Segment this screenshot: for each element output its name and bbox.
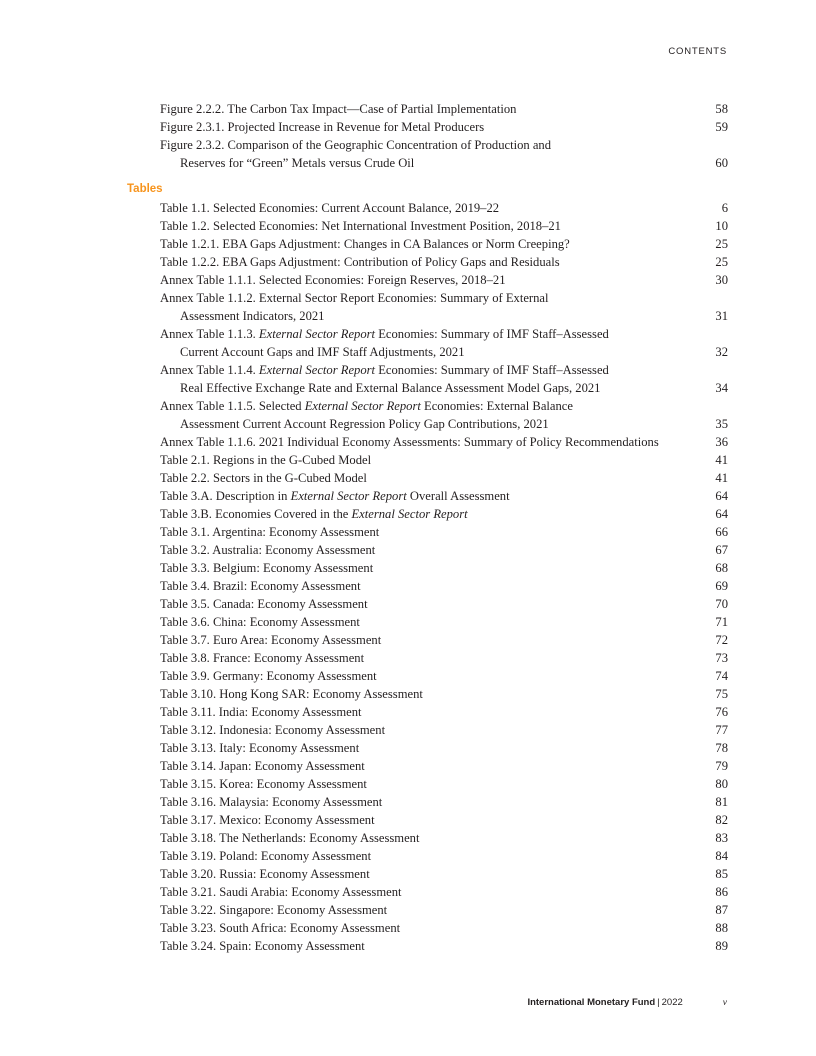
toc-entry[interactable] [160,829,728,847]
toc-entry-page-number: 36 [715,435,728,449]
toc-entry-page-number: 69 [715,579,728,593]
toc-entry-title-continuation: Assessment Current Account Regression Policy Gap Contributions, 2021 [180,417,549,431]
toc-entry-title: Table 3.12. Indonesia: Economy Assessment [160,723,386,737]
footer-year: 2022 [661,997,683,1008]
toc-entry-title: Table 3.20. Russia: Economy Assessment [160,867,370,881]
toc-entry-page-number: 30 [715,273,728,287]
toc-entry-page-number: 87 [715,903,728,917]
toc-entry[interactable] [160,289,728,325]
toc-entry[interactable] [160,118,728,136]
toc-entry[interactable] [160,559,728,577]
toc-entry-page-number: 76 [715,705,728,719]
toc-entry-title-continuation: Current Account Gaps and IMF Staff Adjustments, 2021 [180,345,465,359]
toc-entry[interactable] [160,937,728,955]
toc-entry-title: Table 1.2. Selected Economies: Net International Investment Position, 2018–21 [160,219,561,233]
toc-entry[interactable] [160,541,728,559]
toc-entry-title: Figure 2.2.2. The Carbon Tax Impact—Case of Partial Implementation [160,102,517,116]
toc-entry-page-number: 41 [715,471,728,485]
toc-entry[interactable] [160,919,728,937]
toc-entry-title: Annex Table 1.1.4. External Sector Report Economies: Summary of IMF Staff–Assessed [160,363,609,377]
toc-entry-title: Table 3.3. Belgium: Economy Assessment [160,561,374,575]
toc-entry-title: Table 3.A. Description in External Sector Report Overall Assessment [160,489,510,503]
toc-entry-page-number: 86 [715,885,728,899]
toc-entry[interactable] [160,847,728,865]
tables-list [160,199,728,955]
toc-entry-page-number: 58 [715,102,728,116]
toc-entry-page-number: 88 [715,921,728,935]
toc-entry[interactable] [160,739,728,757]
footer-separator: | [657,997,660,1008]
toc-entry[interactable] [160,217,728,235]
toc-entry-title: Table 3.21. Saudi Arabia: Economy Assessment [160,885,402,899]
toc-entry[interactable] [160,865,728,883]
toc-entry[interactable] [160,793,728,811]
toc-entry-title: Table 2.2. Sectors in the G-Cubed Model [160,471,367,485]
toc-entry-title: Table 3.16. Malaysia: Economy Assessment [160,795,383,809]
toc-entry-title: Table 3.23. South Africa: Economy Assessment [160,921,401,935]
toc-entry[interactable] [160,235,728,253]
toc-entry-page-number: 31 [715,309,728,323]
toc-entry-title: Table 3.B. Economies Covered in the External Sector Report [160,507,468,521]
toc-entry[interactable] [160,901,728,919]
toc-entry-page-number: 70 [715,597,728,611]
toc-entry[interactable] [160,523,728,541]
page-footer [527,997,727,1008]
toc-entry-title: Table 3.6. China: Economy Assessment [160,615,360,629]
toc-entry[interactable] [160,577,728,595]
toc-entry-title: Table 1.2.2. EBA Gaps Adjustment: Contribution of Policy Gaps and Residuals [160,255,560,269]
toc-entry[interactable] [160,775,728,793]
toc-entry-page-number: 83 [715,831,728,845]
toc-entry[interactable] [160,451,728,469]
toc-entry[interactable] [160,271,728,289]
toc-entry-page-number: 66 [715,525,728,539]
toc-entry-title: Table 3.14. Japan: Economy Assessment [160,759,365,773]
toc-entry-page-number: 75 [715,687,728,701]
toc-entry-page-number: 35 [715,417,728,431]
toc-entry-title: Annex Table 1.1.1. Selected Economies: Foreign Reserves, 2018–21 [160,273,506,287]
toc-entry-page-number: 77 [715,723,728,737]
toc-entry-title: Table 3.17. Mexico: Economy Assessment [160,813,375,827]
toc-entry-page-number: 78 [715,741,728,755]
toc-entry-title: Table 3.19. Poland: Economy Assessment [160,849,372,863]
toc-entry-title: Table 3.22. Singapore: Economy Assessment [160,903,388,917]
toc-entry-title: Table 3.9. Germany: Economy Assessment [160,669,377,683]
toc-entry-page-number: 81 [715,795,728,809]
toc-entry-page-number: 59 [715,120,728,134]
toc-entry-title: Table 1.2.1. EBA Gaps Adjustment: Changes in CA Balances or Norm Creeping? [160,237,570,251]
toc-entry-page-number: 89 [715,939,728,953]
toc-entry-page-number: 85 [715,867,728,881]
toc-entry-title: Table 3.7. Euro Area: Economy Assessment [160,633,382,647]
footer-organization: International Monetary Fund [527,997,656,1008]
footer-page-number: v [722,998,727,1008]
toc-entry-page-number: 67 [715,543,728,557]
toc-entry-title: Annex Table 1.1.3. External Sector Report Economies: Summary of IMF Staff–Assessed [160,327,609,341]
toc-entry-page-number: 6 [721,201,728,215]
toc-entry-page-number: 34 [715,381,728,395]
figures-list [160,100,728,172]
toc-entry-title: Table 3.13. Italy: Economy Assessment [160,741,360,755]
toc-entry-title: Table 3.4. Brazil: Economy Assessment [160,579,361,593]
toc-entry-title: Table 3.24. Spain: Economy Assessment [160,939,365,953]
toc-entry-page-number: 79 [715,759,728,773]
toc-entry-title: Table 3.2. Australia: Economy Assessment [160,543,376,557]
toc-entry-title: Annex Table 1.1.6. 2021 Individual Economy Assessments: Summary of Policy Recommendations [160,435,659,449]
toc-entry[interactable] [160,505,728,523]
toc-entry-title: Table 3.1. Argentina: Economy Assessment [160,525,380,539]
toc-entry-title: Figure 2.3.1. Projected Increase in Revenue for Metal Producers [160,120,485,134]
toc-entry-page-number: 60 [715,156,728,170]
toc-entry[interactable] [160,667,728,685]
toc-entry-page-number: 25 [715,255,728,269]
toc-entry-title: Figure 2.3.2. Comparison of the Geographic Concentration of Production and [160,138,552,152]
toc-entry[interactable] [160,433,728,451]
toc-entry-title: Annex Table 1.1.5. Selected External Sector Report Economies: External Balance [160,399,573,413]
toc-entry[interactable] [160,631,728,649]
toc-entry-page-number: 73 [715,651,728,665]
toc-entry[interactable] [160,757,728,775]
toc-entry-title: Table 3.18. The Netherlands: Economy Assessment [160,831,420,845]
toc-entry-page-number: 82 [715,813,728,827]
toc-entry-page-number: 68 [715,561,728,575]
toc-entry-title: Table 3.10. Hong Kong SAR: Economy Assessment [160,687,423,701]
table-of-contents [127,100,728,955]
tables-section-heading: Tables [127,183,163,195]
toc-entry[interactable] [160,595,728,613]
toc-entry-title: Table 3.5. Canada: Economy Assessment [160,597,368,611]
toc-entry[interactable] [160,253,728,271]
toc-entry-page-number: 80 [715,777,728,791]
toc-entry-page-number: 41 [715,453,728,467]
toc-entry-title: Table 3.15. Korea: Economy Assessment [160,777,367,791]
toc-entry-page-number: 32 [715,345,728,359]
toc-entry-page-number: 64 [715,507,728,521]
toc-entry-page-number: 72 [715,633,728,647]
toc-entry[interactable] [160,613,728,631]
toc-entry[interactable] [160,361,728,397]
toc-entry-title-continuation: Assessment Indicators, 2021 [180,309,325,323]
toc-entry-title-continuation: Real Effective Exchange Rate and External Balance Assessment Model Gaps, 2021 [180,381,601,395]
toc-entry[interactable] [160,685,728,703]
toc-entry[interactable] [160,487,728,505]
toc-entry-page-number: 64 [715,489,728,503]
toc-entry-page-number: 74 [715,669,728,683]
toc-entry[interactable] [160,397,728,433]
toc-entry-title-continuation: Reserves for “Green” Metals versus Crude Oil [180,156,415,170]
toc-entry[interactable] [160,100,728,118]
toc-entry[interactable] [160,703,728,721]
toc-entry-page-number: 71 [715,615,728,629]
toc-entry-page-number: 84 [715,849,728,863]
toc-entry[interactable] [160,883,728,901]
toc-entry[interactable] [160,469,728,487]
toc-entry-title: Table 3.8. France: Economy Assessment [160,651,365,665]
toc-entry-page-number: 25 [715,237,728,251]
toc-entry[interactable] [160,649,728,667]
toc-entry[interactable] [160,199,728,217]
toc-entry-title: Table 3.11. India: Economy Assessment [160,705,362,719]
toc-entry[interactable] [160,811,728,829]
toc-entry[interactable] [160,721,728,739]
toc-entry-title: Table 1.1. Selected Economies: Current Account Balance, 2019–22 [160,201,500,215]
toc-entry-title: Annex Table 1.1.2. External Sector Report Economies: Summary of External [160,291,549,305]
toc-entry[interactable] [160,325,728,361]
toc-entry-title: Table 2.1. Regions in the G-Cubed Model [160,453,372,467]
toc-entry-page-number: 10 [715,219,728,233]
running-head: CONTENTS [668,46,727,57]
toc-entry[interactable] [160,136,728,172]
